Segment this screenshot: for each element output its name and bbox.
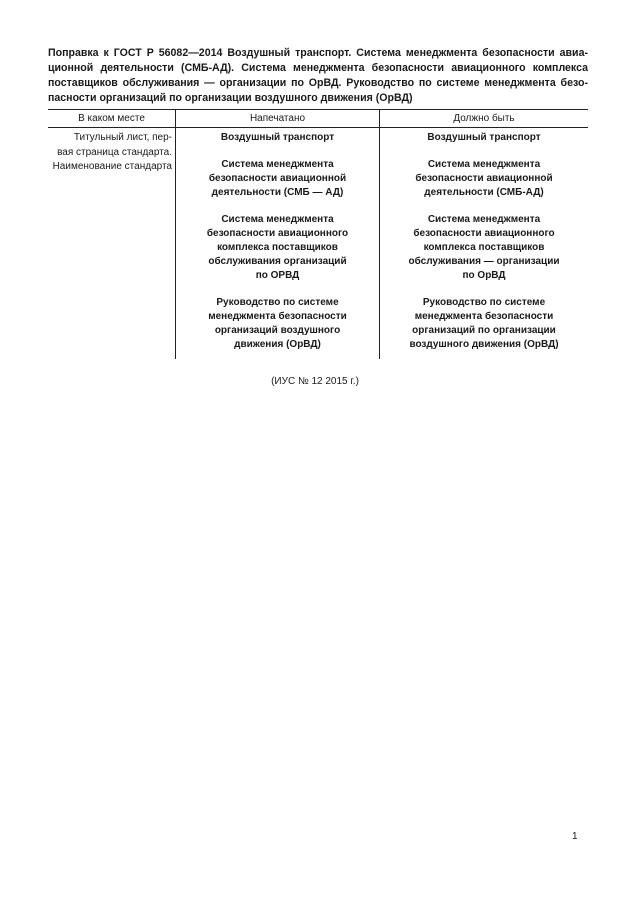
- should-be-cell: [380, 131, 588, 365]
- printed-line: движения (ОрВД): [234, 339, 321, 350]
- printed-line: безопасности авиационной: [208, 173, 347, 184]
- title-line: Поправка к ГОСТ Р 56082—2014 Воздушный транспорт. Система менеджмента безопасности авиа-: [48, 47, 588, 59]
- should-be-line: безопасности авиационного: [413, 228, 555, 239]
- printed-paragraph: [176, 296, 379, 352]
- amendment-title: [48, 46, 588, 106]
- printed-line: деятельности (СМБ — АД): [211, 187, 344, 198]
- should-be-paragraph: [380, 296, 588, 352]
- should-be-line: воздушного движения (ОрВД): [409, 339, 559, 350]
- printed-line: обслуживания организаций: [208, 256, 347, 267]
- header-place: В каком месте: [78, 113, 145, 124]
- title-line: ционной деятельности (СМБ-АД). Система менеджмента безопасности авиационного комплекса: [48, 62, 588, 74]
- header-should-be: Должно быть: [453, 113, 515, 124]
- printed-paragraph: [176, 158, 379, 200]
- header-printed: Напечатано: [249, 113, 306, 124]
- should-be-line: деятельности (СМБ-АД): [424, 187, 544, 198]
- should-be-line: Система менеджмента: [427, 159, 541, 170]
- corrections-table: [48, 109, 588, 359]
- place-line: Наименование стандарта: [52, 161, 172, 172]
- ius-reference: (ИУС № 12 2015 г.): [271, 376, 359, 387]
- printed-line: комплекса поставщиков: [217, 242, 338, 253]
- page-number: 1: [572, 831, 578, 842]
- printed-line: безопасности авиационного: [206, 228, 349, 239]
- printed-line: Руководство по системе: [216, 297, 339, 308]
- place-line: вая страница стандарта.: [57, 146, 172, 158]
- title-line: пасности организаций по организации воздушного движения (ОрВД): [48, 92, 413, 104]
- should-be-line: Воздушный транспорт: [427, 132, 541, 143]
- place-line: Титульный лист, пер-: [73, 132, 172, 143]
- should-be-paragraph: [380, 158, 588, 200]
- printed-paragraph: [176, 213, 379, 283]
- should-be-line: Руководство по системе: [422, 297, 546, 308]
- should-be-line: обслуживания — организации: [408, 256, 560, 267]
- should-be-paragraph: [380, 131, 588, 145]
- table-header-rule: [48, 127, 588, 128]
- should-be-paragraph: [380, 213, 588, 283]
- should-be-line: безопасности авиационной: [415, 173, 553, 184]
- printed-line: Система менеджмента: [221, 214, 334, 225]
- should-be-line: по ОрВД: [462, 270, 506, 281]
- should-be-line: менеджмента безопасности: [414, 311, 554, 322]
- printed-line: Воздушный транспорт: [220, 132, 335, 143]
- title-line: поставщиков обслуживания — организации по ОрВД. Руководство по системе менеджмента безо-: [48, 77, 588, 89]
- printed-line: организаций воздушного: [214, 325, 341, 336]
- place-cell: [48, 131, 172, 175]
- printed-line: по ОРВД: [255, 270, 300, 281]
- printed-line: Система менеджмента: [221, 159, 334, 170]
- should-be-line: комплекса поставщиков: [423, 242, 545, 253]
- should-be-line: Система менеджмента: [427, 214, 541, 225]
- printed-line: менеджмента безопасности: [208, 311, 347, 322]
- printed-paragraph: [176, 131, 379, 145]
- printed-cell: [176, 131, 379, 365]
- should-be-line: организаций по организации: [412, 325, 556, 336]
- table-top-rule: [48, 109, 588, 110]
